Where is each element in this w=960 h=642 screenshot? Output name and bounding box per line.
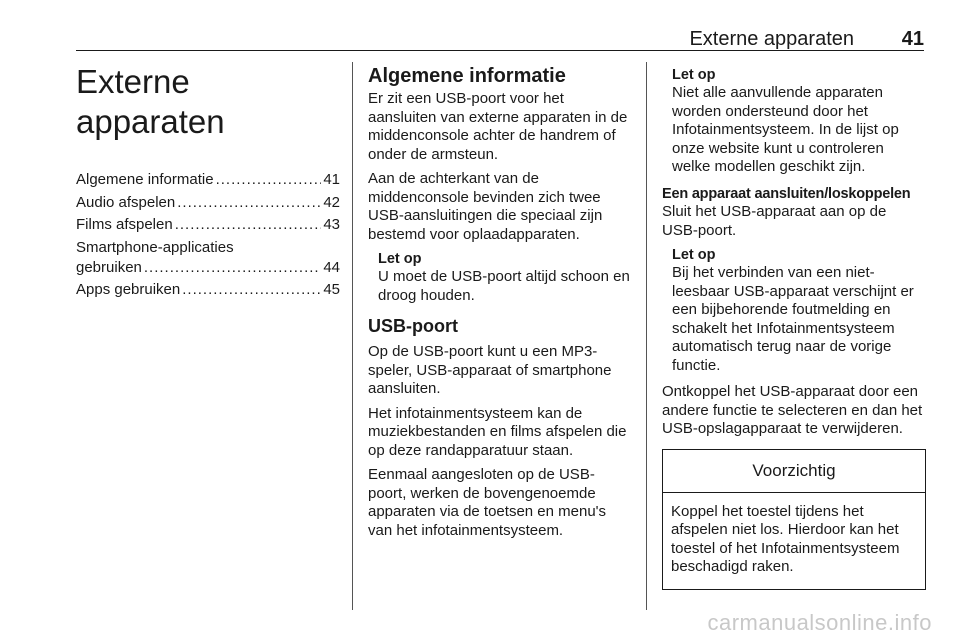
toc-page: 43 [323, 216, 340, 233]
table-of-contents [76, 170, 340, 300]
note [672, 66, 925, 177]
note-body: U moet de USB-poort altijd schoon en droog houden. [378, 268, 630, 304]
paragraph: Eenmaal aangesloten op de USB-poort, werken de bovengenoemde apparaten via de toetsen en menu's van het infotainmentsysteem. [368, 466, 607, 539]
note-body: Bij het verbinden van een niet-leesbaar USB-apparaat verschijnt er een bijbehorende foutmelding en schakelt het Infotainmentsysteem automatisch terug naar de vorige functie. [672, 264, 914, 374]
toc-label: Apps gebruiken [76, 281, 181, 298]
toc-item[interactable] [76, 238, 340, 278]
toc-label: Audio afspelen [76, 193, 176, 211]
page-number: 41 [901, 28, 924, 50]
toc-leader [175, 215, 322, 235]
toc-label: gebruiken [76, 258, 142, 276]
toc-item[interactable] [76, 215, 340, 235]
running-header [76, 28, 924, 51]
toc-label: Films afspelen [76, 216, 173, 233]
caution-title: Voorzichtig [663, 450, 925, 493]
toc-page: 42 [323, 193, 340, 211]
paragraph: Sluit het USB-apparaat aan op de USB-poort. [662, 203, 887, 239]
note [378, 250, 631, 305]
connect-column [662, 66, 925, 590]
section-heading: Algemene informatie [368, 65, 566, 87]
toc-leader [216, 170, 322, 190]
paragraph: Er zit een USB-poort voor het aansluiten van externe apparaten in de middenconsole achter de handrem of onder de armsteun. [368, 90, 628, 163]
note [672, 246, 925, 375]
chapter-column [76, 62, 340, 303]
toc-page: 45 [323, 281, 340, 298]
toc-page: 41 [323, 171, 340, 188]
toc-page: 44 [323, 258, 340, 276]
toc-leader [144, 258, 321, 278]
toc-label: Algemene informatie [76, 171, 214, 188]
general-info-column [368, 64, 631, 546]
toc-item[interactable] [76, 280, 340, 300]
topic-heading: Een apparaat aansluiten/loskoppelen [662, 185, 911, 202]
toc-item[interactable] [76, 193, 340, 213]
watermark: carmanualsonline.info [707, 610, 932, 635]
paragraph: Op de USB-poort kunt u een MP3-speler, USB-apparaat of smartphone aansluiten. [368, 343, 612, 397]
note-body: Niet alle aanvullende apparaten worden ondersteund door het Infotainmentsysteem. In de lijst op onze website kunt u controleren welke modellen geschikt zijn. [672, 84, 899, 175]
note-heading: Let op [378, 251, 422, 267]
subsection-heading: USB-poort [368, 316, 458, 336]
column-divider-1 [352, 62, 353, 610]
paragraph: Aan de achterkant van de middenconsole bevinden zich twee USB-aansluitingen die speciaal zijn bestemd voor oplaadapparaten. [368, 170, 603, 243]
toc-leader [177, 193, 321, 213]
toc-item[interactable] [76, 170, 340, 190]
toc-label-line1: Smartphone-applicaties [76, 238, 234, 256]
caution-box [662, 449, 926, 590]
toc-leader [182, 280, 321, 300]
paragraph: Ontkoppel het USB-apparaat door een andere functie te selecteren en dan het USB-opslagapparaat te verwijderen. [662, 383, 923, 437]
chapter-title: Externe apparaten [76, 63, 225, 140]
caution-body: Koppel het toestel tijdens het afspelen niet los. Hierdoor kan het toestel of het Infotainmentsysteem beschadigd raken. [671, 502, 900, 575]
column-divider-2 [646, 62, 647, 610]
paragraph: Het infotainmentsysteem kan de muziekbestanden en films afspelen die op deze randapparatuur staan. [368, 404, 627, 459]
note-heading: Let op [672, 67, 716, 83]
running-title: Externe apparaten [689, 28, 854, 50]
note-heading: Let op [672, 247, 716, 263]
